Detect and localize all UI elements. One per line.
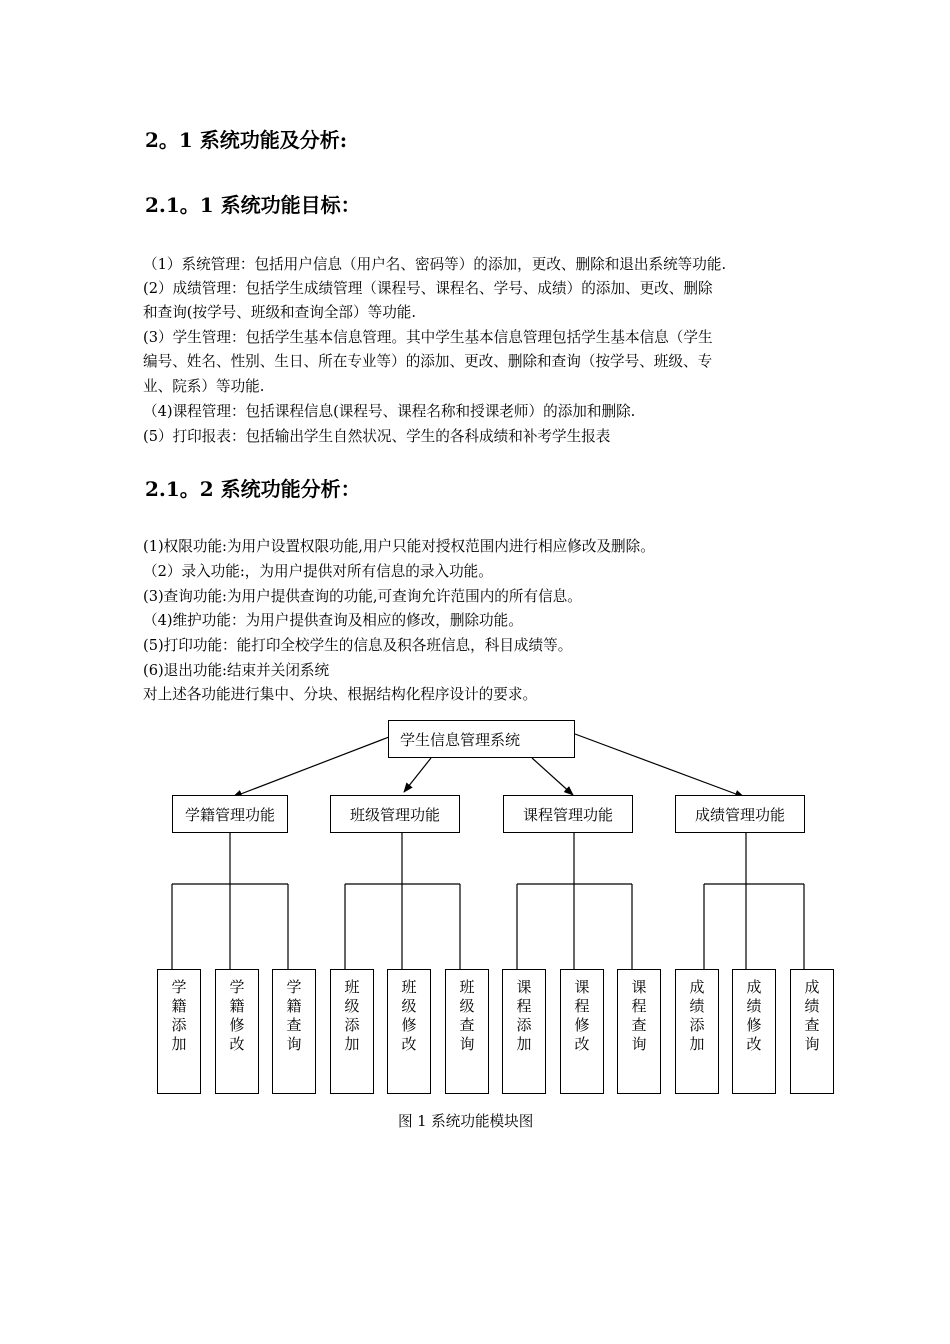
leaf-char: 籍 <box>171 997 187 1015</box>
goal-line: 编号、姓名、性别、生日、所在专业等）的添加、更改、删除和查询（按学号、班级、专 <box>143 353 713 370</box>
leaf-box-3-2 <box>790 969 834 1094</box>
leaf-box-1-0 <box>330 969 374 1094</box>
arrow-to-xueji <box>233 737 389 797</box>
leaf-char: 改 <box>401 1035 417 1053</box>
leaf-char: 程 <box>631 997 647 1015</box>
branch-xueji <box>172 833 288 970</box>
leaf-char: 课 <box>516 978 532 996</box>
section-heading-2-1-1: 2.1。1 系统功能目标： <box>145 193 361 217</box>
leaf-char: 修 <box>574 1016 590 1034</box>
leaf-box-3-1 <box>732 969 776 1094</box>
leaf-label <box>618 978 660 1054</box>
module-label: 课程管理功能 <box>522 805 613 824</box>
leaf-char: 加 <box>171 1035 187 1053</box>
goal-line: (3）学生管理：包括学生基本信息管理。其中学生基本信息管理包括学生基本信息（学生 <box>143 329 713 346</box>
leaf-char: 查 <box>804 1016 820 1034</box>
leaf-char: 班 <box>344 978 360 996</box>
leaf-char: 学 <box>171 978 187 996</box>
leaf-label <box>158 978 200 1054</box>
module-label: 班级管理功能 <box>349 805 440 824</box>
branch-kecheng <box>517 833 632 970</box>
leaf-char: 班 <box>459 978 475 996</box>
arrow-to-banji <box>404 758 431 792</box>
leaf-char: 课 <box>574 978 590 996</box>
leaf-label <box>791 978 833 1054</box>
goal-line: 业、院系）等功能. <box>143 378 265 395</box>
leaf-label <box>733 978 775 1054</box>
leaf-char: 程 <box>574 997 590 1015</box>
leaf-char: 绩 <box>804 997 820 1015</box>
leaf-char: 添 <box>516 1016 532 1034</box>
module-label: 学籍管理功能 <box>184 805 275 824</box>
leaf-label <box>503 978 545 1054</box>
leaf-char: 添 <box>344 1016 360 1034</box>
analysis-line: (3)查询功能:为用户提供查询的功能,可查询允许范围内的所有信息。 <box>143 588 582 605</box>
leaf-char: 加 <box>516 1035 532 1053</box>
leaf-char: 学 <box>286 978 302 996</box>
goal-line: 和查询(按学号、班级和查询全部）等功能. <box>143 304 417 321</box>
leaf-char: 询 <box>804 1035 820 1053</box>
leaf-char: 绩 <box>689 997 705 1015</box>
leaf-box-0-1 <box>215 969 259 1094</box>
leaf-char: 级 <box>401 997 417 1015</box>
leaf-box-2-1 <box>560 969 604 1094</box>
analysis-line: （4)维护功能：为用户提供查询及相应的修改，删除功能。 <box>143 612 523 629</box>
module-box-chengji <box>675 795 805 833</box>
leaf-box-2-2 <box>617 969 661 1094</box>
leaf-label <box>388 978 430 1054</box>
analysis-line: (5)打印功能：能打印全校学生的信息及积各班信息，科目成绩等。 <box>143 637 573 654</box>
leaf-char: 改 <box>746 1035 762 1053</box>
leaf-label <box>216 978 258 1054</box>
leaf-char: 修 <box>229 1016 245 1034</box>
analysis-line: （2）录入功能:，为用户提供对所有信息的录入功能。 <box>143 563 493 580</box>
root-box <box>388 720 575 758</box>
leaf-char: 添 <box>171 1016 187 1034</box>
branch-banji <box>345 833 460 970</box>
module-box-xueji <box>172 795 288 833</box>
leaf-char: 询 <box>459 1035 475 1053</box>
goal-line: （1）系统管理：包括用户信息（用户名、密码等）的添加，更改、删除和退出系统等功能. <box>143 256 727 273</box>
leaf-box-0-2 <box>272 969 316 1094</box>
leaf-box-1-2 <box>445 969 489 1094</box>
leaf-char: 加 <box>344 1035 360 1053</box>
analysis-line: (6)退出功能:结束并关闭系统 <box>143 662 330 679</box>
leaf-char: 课 <box>631 978 647 996</box>
leaf-char: 加 <box>689 1035 705 1053</box>
arrow-to-kecheng <box>532 758 573 795</box>
leaf-label <box>446 978 488 1054</box>
leaf-char: 级 <box>344 997 360 1015</box>
arrow-to-chengji <box>575 734 744 797</box>
leaf-char: 绩 <box>746 997 762 1015</box>
analysis-line: (1)权限功能:为用户设置权限功能,用户只能对授权范围内进行相应修改及删除。 <box>143 538 655 555</box>
module-label: 成绩管理功能 <box>694 805 785 824</box>
leaf-box-0-0 <box>157 969 201 1094</box>
module-box-banji <box>330 795 460 833</box>
leaf-char: 修 <box>401 1016 417 1034</box>
leaf-label <box>273 978 315 1054</box>
figure-caption: 图 1 系统功能模块图 <box>398 1113 534 1130</box>
leaf-char: 成 <box>746 978 762 996</box>
leaf-char: 籍 <box>229 997 245 1015</box>
leaf-char: 级 <box>459 997 475 1015</box>
leaf-char: 查 <box>286 1016 302 1034</box>
section-heading-2-1-2: 2.1。2 系统功能分析： <box>145 477 361 501</box>
branch-chengji <box>704 833 804 970</box>
analysis-line: 对上述各功能进行集中、分块、根据结构化程序设计的要求。 <box>143 686 538 703</box>
leaf-char: 成 <box>689 978 705 996</box>
goal-line: (5）打印报表：包括输出学生自然状况、学生的各科成绩和补考学生报表 <box>143 428 611 445</box>
section-heading-2-1: 2。1 系统功能及分析: <box>145 128 348 152</box>
leaf-char: 改 <box>574 1035 590 1053</box>
leaf-box-2-0 <box>502 969 546 1094</box>
leaf-char: 改 <box>229 1035 245 1053</box>
leaf-char: 询 <box>631 1035 647 1053</box>
leaf-char: 修 <box>746 1016 762 1034</box>
module-box-kecheng <box>503 795 633 833</box>
leaf-char: 学 <box>229 978 245 996</box>
goal-line: （4)课程管理：包括课程信息(课程号、课程名称和授课老师）的添加和删除. <box>143 403 636 420</box>
root-label: 学生信息管理系统 <box>400 730 521 749</box>
leaf-char: 籍 <box>286 997 302 1015</box>
leaf-box-1-1 <box>387 969 431 1094</box>
leaf-char: 询 <box>286 1035 302 1053</box>
leaf-label <box>331 978 373 1054</box>
leaf-char: 成 <box>804 978 820 996</box>
leaf-char: 查 <box>631 1016 647 1034</box>
leaf-label <box>676 978 718 1054</box>
leaf-box-3-0 <box>675 969 719 1094</box>
leaf-char: 程 <box>516 997 532 1015</box>
leaf-char: 班 <box>401 978 417 996</box>
goal-line: (2）成绩管理：包括学生成绩管理（课程号、课程名、学号、成绩）的添加、更改、删除 <box>143 280 713 297</box>
leaf-char: 查 <box>459 1016 475 1034</box>
leaf-label <box>561 978 603 1054</box>
leaf-char: 添 <box>689 1016 705 1034</box>
